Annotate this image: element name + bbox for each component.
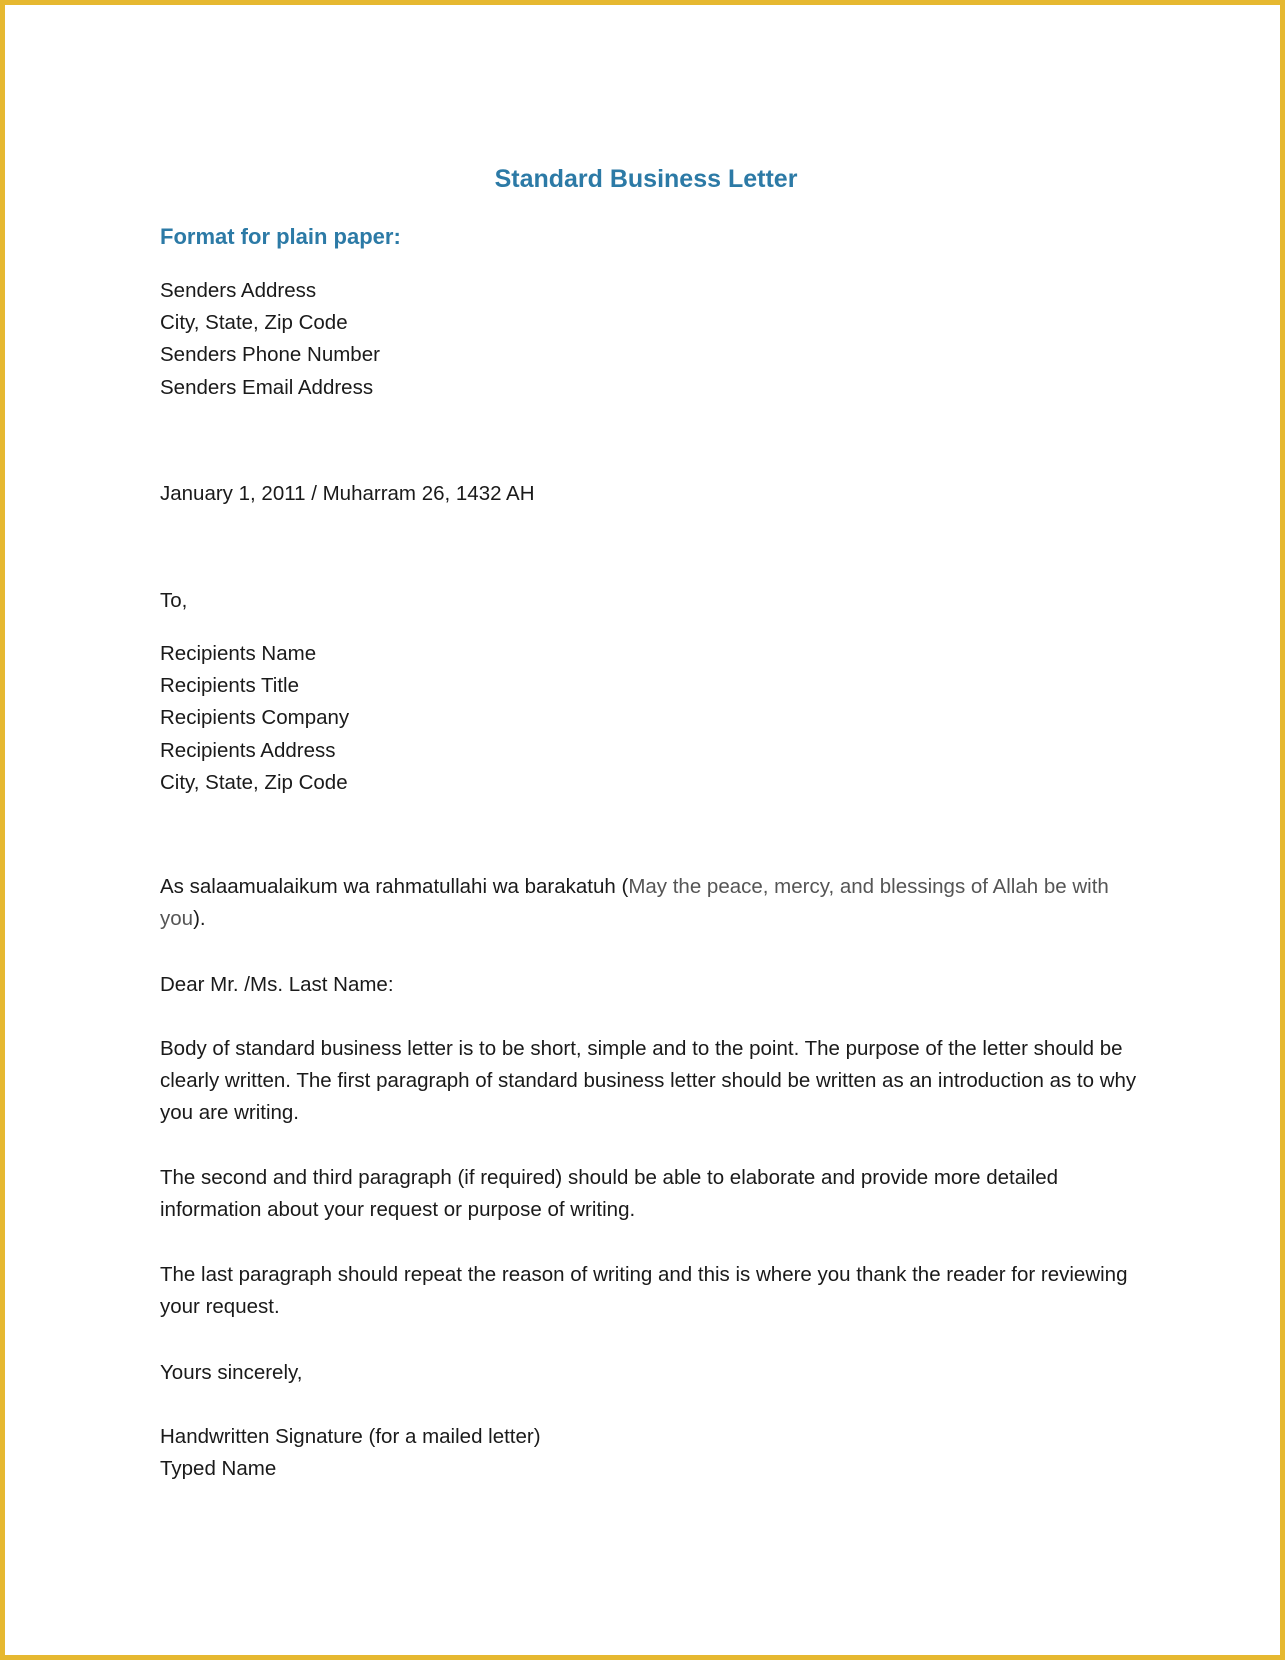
body-paragraph-3: The last paragraph should repeat the reason of writing and this is where you thank the reader for reviewing your request.: [160, 1263, 1128, 1319]
recipient-city-state-zip: City, State, Zip Code: [160, 770, 348, 794]
sender-block: [160, 275, 380, 404]
recipient-address: Recipients Address: [160, 738, 336, 762]
recipient-name: Recipients Name: [160, 642, 317, 665]
document-title: Standard Business Letter: [494, 165, 798, 193]
signature-line: Handwritten Signature (for a mailed letter): [160, 1425, 541, 1448]
body-paragraph-2: The second and third paragraph (if required) should be able to elaborate and provide more detailed information about your request or purpose of writing.: [160, 1166, 1059, 1222]
greeting-main: As salaamualaikum wa rahmatullahi wa barakatuh (: [160, 875, 629, 898]
islamic-greeting: [160, 871, 1150, 935]
closing: Yours sincerely,: [160, 1361, 303, 1384]
salutation: Dear Mr. /Ms. Last Name:: [160, 973, 394, 996]
greeting-end: ).: [193, 907, 206, 931]
sender-phone: Senders Phone Number: [160, 343, 380, 367]
letter-date: January 1, 2011 / Muharram 26, 1432 AH: [160, 482, 535, 505]
signature-block: [160, 1421, 541, 1485]
recipient-block: [160, 638, 349, 799]
sender-address: Senders Address: [160, 279, 317, 302]
recipient-company: Recipients Company: [160, 706, 350, 730]
sender-city-state-zip: City, State, Zip Code: [160, 311, 348, 335]
typed-name: Typed Name: [160, 1457, 277, 1481]
sender-email: Senders Email Address: [160, 375, 374, 399]
greeting-translation: May the peace, mercy, and blessings of Allah be with you: [160, 875, 1109, 931]
format-subtitle: Format for plain paper:: [160, 224, 401, 249]
to-label: To,: [160, 589, 188, 612]
recipient-title: Recipients Title: [160, 674, 300, 698]
body-paragraph-1: Body of standard business letter is to be short, simple and to the point. The purpose of the letter should be clearly written. The first paragraph of standard business letter should be written as an introduction as to why you are writing.: [160, 1037, 1137, 1125]
